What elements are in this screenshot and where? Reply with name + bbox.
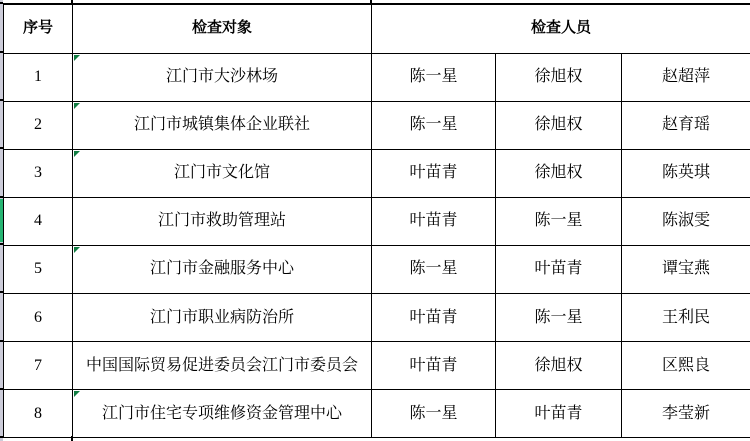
cell-inspector-1[interactable]: 陈一星	[372, 245, 496, 293]
target-label: 江门市文化馆	[173, 164, 270, 182]
cell-serial[interactable]: 4	[4, 197, 73, 245]
table-row	[4, 53, 750, 101]
cell-target[interactable]	[73, 197, 372, 245]
table-body	[4, 53, 750, 438]
cell-target[interactable]	[73, 342, 372, 390]
cell-inspector-3[interactable]: 陈淑雯	[622, 197, 750, 245]
cell-serial[interactable]: 6	[4, 293, 73, 341]
cell-inspector-1[interactable]: 叶苗青	[372, 149, 496, 197]
cell-inspector-2[interactable]: 徐旭权	[496, 53, 622, 101]
table-row	[4, 149, 750, 197]
cell-serial[interactable]: 1	[4, 53, 73, 101]
header-row	[4, 4, 750, 53]
target-label: 江门市金融服务中心	[149, 260, 294, 278]
cell-target[interactable]	[73, 101, 372, 149]
column-divider-overhang	[71, 0, 73, 4]
column-divider-overhang	[370, 0, 372, 4]
cell-inspector-3[interactable]: 陈英琪	[622, 149, 750, 197]
cell-inspector-2[interactable]: 徐旭权	[496, 149, 622, 197]
header-serial[interactable]: 序号	[4, 4, 73, 53]
error-indicator-icon	[74, 391, 80, 397]
cell-inspector-3[interactable]: 赵超萍	[622, 53, 750, 101]
header-inspectors[interactable]: 检查人员	[372, 4, 750, 53]
cell-target[interactable]	[73, 293, 372, 341]
cell-inspector-2[interactable]: 叶苗青	[496, 245, 622, 293]
cell-inspector-1[interactable]: 陈一星	[372, 390, 496, 438]
table-row	[4, 101, 750, 149]
table-row	[4, 245, 750, 293]
table-row	[4, 342, 750, 390]
cell-inspector-1[interactable]: 叶苗青	[372, 293, 496, 341]
cell-inspector-3[interactable]: 区熙良	[622, 342, 750, 390]
cell-target[interactable]	[73, 245, 372, 293]
cell-inspector-2[interactable]: 徐旭权	[496, 342, 622, 390]
cell-inspector-2[interactable]: 陈一星	[496, 197, 622, 245]
cell-serial[interactable]: 8	[4, 390, 73, 438]
cell-serial[interactable]: 3	[4, 149, 73, 197]
cell-target[interactable]	[73, 390, 372, 438]
cell-target[interactable]	[73, 53, 372, 101]
cell-serial[interactable]: 7	[4, 342, 73, 390]
cell-inspector-3[interactable]: 王利民	[622, 293, 750, 341]
inspection-table	[3, 3, 750, 438]
column-divider-overhang	[71, 436, 73, 441]
target-label: 江门市救助管理站	[157, 212, 286, 230]
cell-inspector-1[interactable]: 陈一星	[372, 53, 496, 101]
cell-inspector-3[interactable]: 李莹新	[622, 390, 750, 438]
target-label: 江门市大沙林场	[165, 68, 278, 86]
error-indicator-icon	[74, 55, 80, 61]
cell-inspector-2[interactable]: 陈一星	[496, 293, 622, 341]
target-label: 中国国际贸易促进委员会江门市委员会	[85, 356, 358, 374]
cell-inspector-1[interactable]: 陈一星	[372, 101, 496, 149]
cell-serial[interactable]: 2	[4, 101, 73, 149]
error-indicator-icon	[74, 247, 80, 253]
cell-inspector-2[interactable]: 叶苗青	[496, 390, 622, 438]
cell-serial[interactable]: 5	[4, 245, 73, 293]
cell-inspector-1[interactable]: 叶苗青	[372, 342, 496, 390]
table-row	[4, 197, 750, 245]
cell-target[interactable]	[73, 149, 372, 197]
cell-inspector-3[interactable]: 赵育瑶	[622, 101, 750, 149]
target-label: 江门市城镇集体企业联社	[133, 116, 310, 134]
cell-inspector-1[interactable]: 叶苗青	[372, 197, 496, 245]
target-label: 江门市职业病防治所	[149, 308, 294, 326]
table-row	[4, 293, 750, 341]
header-target[interactable]: 检查对象	[73, 4, 372, 53]
cell-inspector-2[interactable]: 徐旭权	[496, 101, 622, 149]
target-label: 江门市住宅专项维修资金管理中心	[101, 404, 342, 422]
error-indicator-icon	[74, 103, 80, 109]
table-row	[4, 390, 750, 438]
cell-inspector-3[interactable]: 谭宝燕	[622, 245, 750, 293]
error-indicator-icon	[74, 151, 80, 157]
